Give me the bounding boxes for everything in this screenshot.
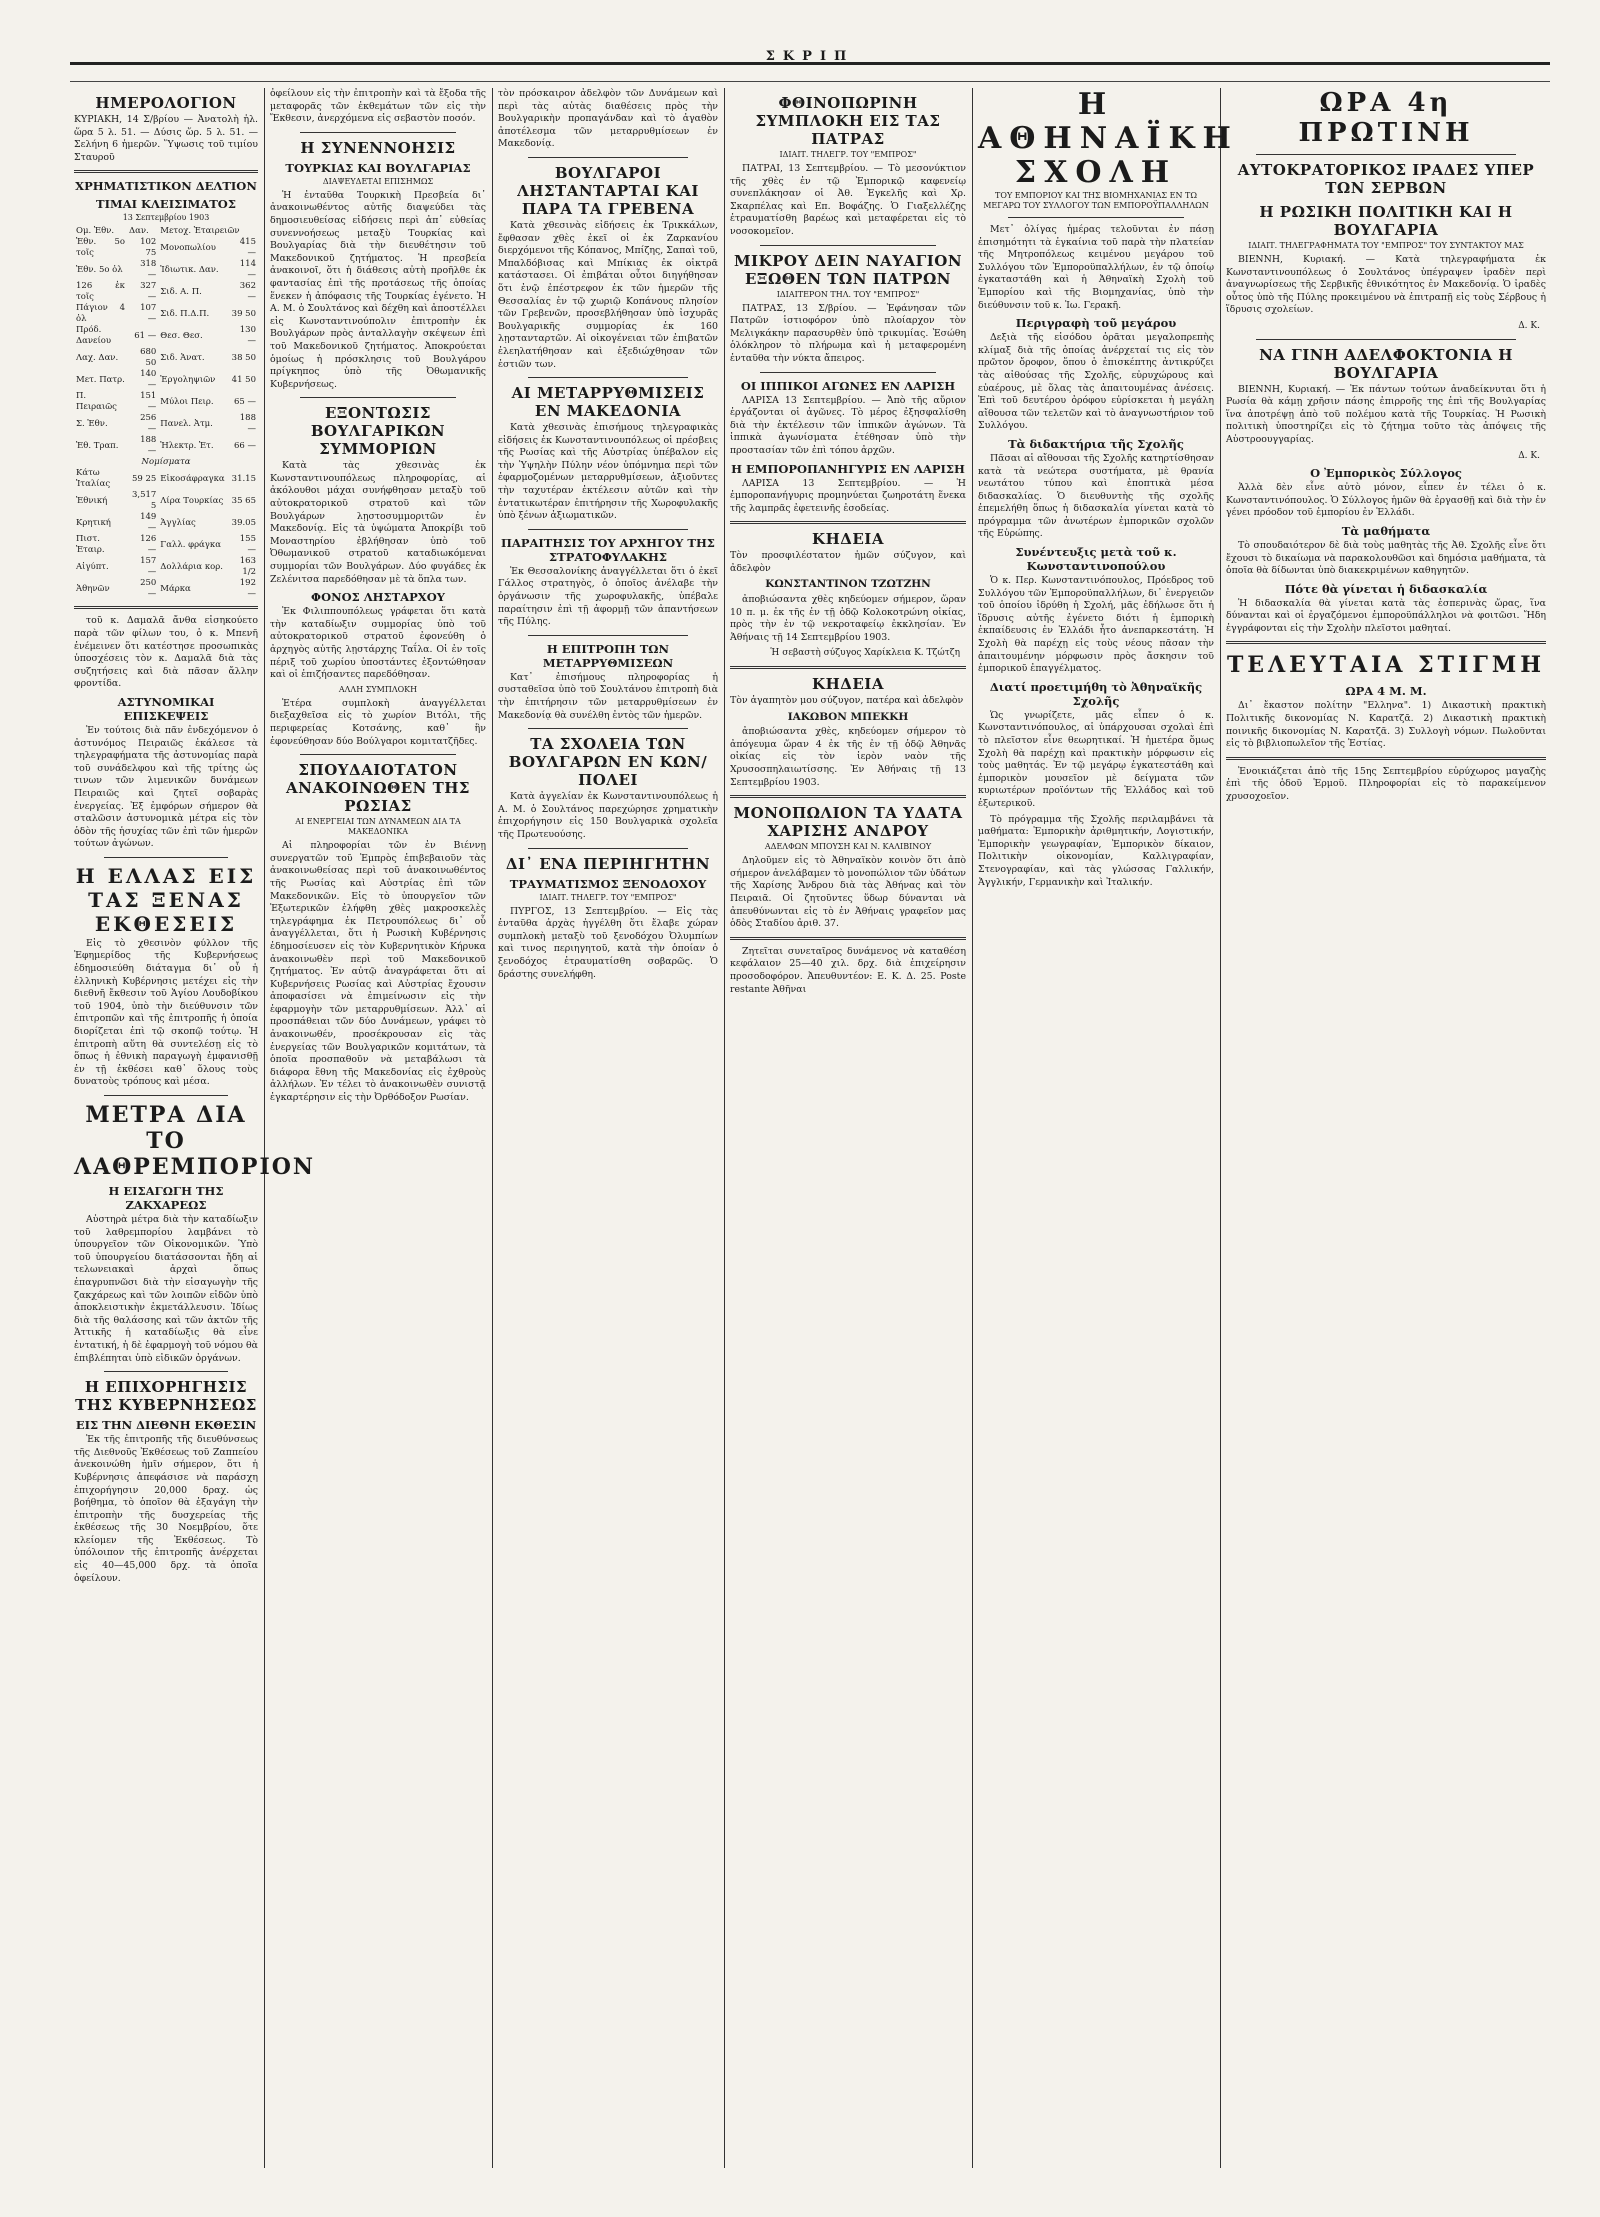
fair-text: ΛΑΡΙΣΑ 13 Σεπτεμβρίου. — Ἡ ἐμποροπανήγυρις προμηνύεται ζωηροτάτη ἕνεκα τῆς λαμπρᾶς ἐφετεινῆς ἐσοδείας. [730,477,966,514]
table-row: Πιστ. Ἑταιρ. 126 — Γαλλ. φράγκα 155 — [76,534,256,556]
greece-text: Εἰς τὸ χθεσινὸν φύλλον τῆς Ἐφημερίδος τῆς Κυβερνήσεως ἐδημοσιεύθη διάταγμα δι᾿ οὗ ἡ ἑλληνικὴ Κυβέρνησις μετέχει εἰς τὴν διεθνῆ ἔκθεσιν τοῦ Ἁγίου Λουδοβίκου τοῦ 1904, ὑπὸ τὴν διεύθυνσιν τῶν ἐπιτροπῶν καὶ τῆς ἐπιτροπῆς ἡ ὁποία διορίζεται ἐπὶ τῷ σκοπῷ τούτῳ. Ἡ ἐπιτροπὴ αὕτη θὰ συντελέσῃ εἰς τὸ ὅπως ἡ ἐθνικὴ παραγωγὴ ἐμφανισθῇ ἐν τῇ ἐκθέσει καθ᾿ ὅλους τοὺς δυνατοὺς τρόπους καὶ μέσα. [74,937,258,1088]
police-text: Ἐν τούτοις διὰ πᾶν ἐνδεχόμενον ὁ ἀστυνόμος Πειραιῶς ἐκάλεσε τὰ τηλεγραφήματα τῆς ἀστυνομίας παρὰ τοῦ συνάδελφου καὶ τῆς τρίτης ὡς τινων τῶν λιμενικῶν δυνάμεων Πειραιῶς καὶ ζητεῖ σοβαρὰς ἐνεργείας. Ἐξ ἐμφόρων σήμερον θὰ σταλῶσιν ἀστυνομικὰ μέτρα εἰς τὸν ὁδὸν τῆς ἡσυχίας τῶν ἐπὶ τῶν ἡμερῶν τούτων ἀγώνων. [74,724,258,850]
interview-text: Ὁ κ. Περ. Κωνσταντινόπουλος, Πρόεδρος τοῦ Συλλόγου τῶν Ἐμποροϋπαλλήλων, δι᾿ ἐνεργειῶν τοῦ ὁποίου ἱδρύθη ἡ Σχολή, μᾶς ἐδήλωσε ὅτι ἡ ἵδρυσις αὐτῆς ἐγένετο διότι ἡ ἐμπορικὴ ἐκπαίδευσις ἐν Ἑλλάδι ἦτο ἀνεπαρκεστάτη. Ἡ Σχολὴ θὰ παρέχῃ εἰς τοὺς νέους πᾶσαν τὴν ἀπαιτουμένην μόρφωσιν πρὸς ἄσκησιν τοῦ ἐμπορικοῦ ἐπαγγέλματος. [978,575,1214,675]
last-minute-subheading: ΩΡΑ 4 Μ. Μ. [1345,684,1427,699]
measures-text: Αὐστηρὰ μέτρα διὰ τὴν καταδίωξιν τοῦ λαθρεμπορίου λαμβάνει τὸ ὑπουργεῖον τῶν Οἰκονομικῶν. Ὑπὸ τοῦ ὑπουργείου διατάσσονται ἤδη αἱ τελωνειακαὶ ἀρχαὶ ὅπως ἐπαγρυπνῶσι διὰ τὴν εἰσαγωγὴν τῆς ζακχάρεως καὶ τῶν λοιπῶν εἰδῶν ὑπὸ ἀποκλειστικὴν ἐκμετάλλευσιν. Ἰδίως διὰ τῆς θαλάσσης καὶ τῶν ἀκτῶν τῆς Ἀττικῆς ἡ καταδίωξις θὰ εἶνε ἐντατική, ἡ δὲ ἐφαρμογὴ τοῦ νόμου θὰ ἐπιβλέπηται ὑπὸ εἰδικῶν ὀργάνων. [74,1214,258,1364]
column-rule [972,88,973,2168]
monopoly-text: Δηλοῦμεν εἰς τὸ Ἀθηναϊκὸν κοινὸν ὅτι ἀπὸ σήμερον ἀνελάβαμεν τὸ μονοπώλιον τῶν ὑδάτων τῆς Χαρίσης Ἄνδρου διὰ τὰς Ἀθήνας καὶ τὸν Πειραιᾶ. Οἱ ζητοῦντες ὕδωρ δύνανται νὰ ἀπευθύνωνται εἰς τὸ ἐν Ἀθήναις γραφεῖον μας ὁδὸς Σταδίου ἀριθ. 37. [730,855,966,930]
commission-text: Κατ᾿ ἐπισήμους πληροφορίας ἡ συσταθεῖσα ὑπὸ τοῦ Σουλτάνου ἐπιτροπὴ διὰ τὴν ἐπιτήρησιν τῶν μεταρρυθμίσεων ἐν Μακεδονίᾳ θὰ συνέλθη ἐντὸς τῶν ἡμερῶν. [498,671,718,721]
article-text: τοῦ κ. Δαμαλᾶ ἄνθα εἰσηκούετο παρὰ τῶν φίλων του, ὁ κ. Μπενῆ ἐνέμεινεν ὅτι κατέστησε προσωπικὰς ὑποσχέσεις τὸν κ. Δαμαλᾶ διὰ τὰς συζητήσεις καὶ διὰ πᾶσαν ἄλλην φροντίδα. [74,615,258,690]
murder-text: Ἐκ Φιλιππουπόλεως γράφεται ὅτι κατὰ τὴν καταδίωξιν συμμορίας ὑπὸ τοῦ αὐτοκρατορικοῦ στρατοῦ ἐφονεύθη ὁ ἀρχηγὸς αὐτῆς λῃστάρχης Ταΐλα. Οἱ ἐν τοῖς πέριξ τοῦ χωρίου ὑποστάντες ἐξοντώθησαν καὶ οἱ ἐπιζήσαντες παρεδόθησαν. [270,606,486,681]
column-2 [270,88,486,2168]
monopoly-subheading: ΑΔΕΛΦΩΝ ΜΠΟΥΣΗ ΚΑΙ Ν. ΚΑΛΙΒΙΝΟΥ [764,842,932,852]
exchange-heading: ΧΡΗΜΑΤΙΣΤΙΚΟΝ ΔΕΛΤΙΟΝ [75,179,257,194]
prices-heading: ΤΙΜΑΙ ΚΛΕΙΣΙΜΑΤΟΣ [96,197,236,212]
russia-heading: Η ΡΩΣΙΚΗ ΠΟΛΙΤΙΚΗ ΚΑΙ Η ΒΟΥΛΓΑΡΙΑ [1259,203,1513,239]
funeral-text-4: ἀποβιώσαντα χθὲς, κηδεύομεν σήμερον τὸ ἀπόγευμα ὥραν 4 ἐκ τῆς ἐν τῇ ὁδῷ Ἀθηνᾶς οἰκίας εἰς τὸν ἱερὸν ναὸν τῆς Χρυσοσπηλαιωτίσσης. Ἐν Ἀθήναις τῇ 13 Σεπτεμβρίου 1903. [730,726,966,788]
funeral-name: ΚΩΝΣΤΑΝΤΙΝΟΝ ΤΖΩΤΖΗΝ [765,578,931,591]
table-row: Πρόδ. Δανείου 61 — Θεσ. Θεσ. 130 — [76,325,256,347]
calendar-heading: ΗΜΕΡΟΛΟΓΙΟΝ [95,94,237,112]
table-row: Αἰγύπτ. 157 — Δολλάρια κορ. 163 1/2 [76,556,256,578]
convention-subheading-2: ΔΙΑΨΕΥΔΕΤΑΙ ΕΠΙΣΗΜΩΣ [322,176,434,186]
column-rule [264,88,265,2168]
other-heading: ΑΛΛΗ ΣΥΜΠΛΟΚΗ [338,684,418,694]
masthead-rule [70,49,1550,82]
table-row: Πάγιον 4 ὀλ 107 — Σιδ. Π.Δ.Π. 39 50 [76,303,256,325]
decrees-heading: ΑΥΤΟΚΡΑΤΟΡΙΚΟΣ ΙΡΑΔΕΣ ΥΠΕΡ ΤΩΝ ΣΕΡΒΩΝ [1237,161,1535,197]
reforms-text: Κατὰ χθεσινὰς ἐπισήμους τηλεγραφικὰς εἰδήσεις ἐκ Κωνσταντινουπόλεως οἱ πρέσβεις τῆς Ρωσίας καὶ τῆς Αὐστρίας ὑπέβαλον εἰς τὴν Ὑψηλὴν Πύλην νέον ὑπόμνημα περὶ τῶν ἐφαρμοζομένων μεταρρυθμίσεων, ἀξιοῦντες τὴν ταχυτέραν ἐκτέλεσιν αὐτῶν καὶ τὴν ἐντατικωτέραν ἐπιτήρησιν τῆς Χωροφυλακῆς ὑπὸ ξένων ἀξιωματικῶν. [498,422,718,522]
interview-heading: Συνέντευξις μετὰ τοῦ κ. Κωνσταντινοπούλου [1015,545,1177,574]
funeral-text: Τὸν προσφιλέστατον ἡμῶν σύζυγον, καὶ ἀδελφὸν [730,550,966,574]
new-heading: ΝΑ ΓΙΝΗ ΑΔΕΛΦΟΚΤΟΝΙΑ Η ΒΟΥΛΓΑΡΙΑ [1259,345,1513,382]
table-row: Σ. Ἐθν. 256 — Πανελ. Ἀτμ. 188 — [76,413,256,435]
ship-subheading: ΙΔΙΑΙΤΕΡΟΝ ΤΗΛ. ΤΟΥ "ΕΜΠΡΟΣ" [776,289,920,299]
tourist-subheading-2: ΙΔΙΑΙΤ. ΤΗΛΕΓΡ. ΤΟΥ "ΕΜΠΡΟΣ" [539,892,677,902]
exchange-date: 13 Σεπτεμβρίου 1903 [122,213,210,223]
table-row: Π. Πειραιῶς 151 — Μύλοι Πειρ. 65 — [76,391,256,413]
table-header: Ομ. Ἐθν. Δαν. Μετοχ. Ἑταιρειῶν [76,226,240,237]
exchange-table [74,226,258,600]
sports-heading: ΦΘΙΝΟΠΩΡΙΝΗ ΣΥΜΠΛΟΚΗ ΕΙΣ ΤΑΣ ΠΑΤΡΑΣ [755,94,941,148]
school-subheading: ΤΟΥ ΕΜΠΟΡΙΟΥ ΚΑΙ ΤΗΣ ΒΙΟΜΗΧΑΝΙΑΣ ΕΝ ΤΩ ΜΕΓΑΡΩ ΤΟΥ ΣΥΛΛΟΓΟΥ ΤΩΝ ΕΜΠΟΡΟΫΠΑΛΛΗΛΩΝ [983,191,1209,210]
new-text: ΒΙΕΝΝΗ, Κυριακή. — Ἐκ πάντων τούτων ἀναδείκνυται ὅτι ἡ Ρωσία θὰ κάμῃ χρῆσιν πάσης ἐπιρροῆς της ἐπὶ τῆς Βουλγαρίας ἵνα ἀποτρέψῃ ἀπὸ τοῦ πολέμου κατὰ τῆς Τουρκίας. Ἡ Ρωσικὴ πολιτικὴ ὑποστηρίζει εἰς τὸ ζήτημα τοῦτο τὰς ἀπόψεις τῆς Αὐστροουγγαρίας. [1226,383,1546,445]
masthead-title: ΣΚΡΙΠ [765,49,855,64]
column-rule [492,88,493,2168]
table-row: Κρητική 149 — Ἀγγλίας 39.05 [76,512,256,534]
funeral-heading: ΚΗΔΕΙΑ [812,530,884,549]
start-text: Ἡ διδασκαλία θὰ γίνεται κατὰ τὰς ἑσπερινὰς ὥρας, ἵνα δύνανται καὶ οἱ ἐργαζόμενοι ἐμποροϋπάλληλοι νὰ φοιτῶσι. Ἤδη ἐγγράφονται εἰς τὴν Σχολὴν πλεῖστοι μαθηταί. [1226,597,1546,634]
table-row: Κάτω Ἰταλίας 59 25 Εἰκοσάφραγκα 31.15 [76,468,256,490]
why-text: Ὡς γνωρίζετε, μᾶς εἶπεν ὁ κ. Κωνσταντινόπουλος, αἱ ὑπάρχουσαι σχολαὶ ἐπὶ τὸ πλεῖστον εἶνε θεωρητικαί. Ἡ ἡμετέρα ὅμως Σχολὴ θὰ παρέχῃ καὶ πρακτικὴν μόρφωσιν εἰς τοὺς μαθητάς. Ἐν τῷ μεγάρῳ ἐγκατεστάθη καὶ ἐμπορικὸν μουσεῖον μὲ δείγματα τῶν κυριωτέρων προϊόντων τῆς Ἑλλάδος καὶ τοῦ ἐξωτερικοῦ. [978,709,1214,809]
dispatch-text: Αἱ πληροφορίαι τῶν ἐν Βιέννῃ συνεργατῶν τοῦ Ἐμπρὸς ἐπιβεβαιοῦν τὰς ἀνακοινωθείσας περὶ τοῦ ἀνακοινωθέντος τῆς Ρωσίας καὶ Αὐστρίας ἐπὶ τῶν Μακεδονικῶν. Εἰς τὸ ὑπουργεῖον τῶν Ἐξωτερικῶν ἐλήφθη χθὲς μακροσκελὲς τηλεγράφημα ἐκ Πετρουπόλεως δι᾿ οὗ ἀναγγέλλεται, ὅτι ἡ Ρωσικὴ Κυβέρνησις ἐδημοσίευσεν εἰς τὸν Κυβερνητικὸν Κήρυκα ἀνακοινωθὲν περὶ τοῦ Μακεδονικοῦ ζητήματος. Ἐν αὐτῷ ἀναγράφεται ὅτι αἱ Κυβερνήσεις Ρωσίας καὶ Αὐστρίας ἔχουσιν ἀποφασίσει νὰ ἐπιμείνωσιν εἰς τὴν ἐφαρμογὴν τῶν μεταρρυθμίσεων. Ἀλλ᾿ αἱ προσπάθειαι τῶν δύο Δυνάμεων, γράφει τὸ ἀνακοινωθέν, προσέκρουσαν εἰς τὰς ἐνεργείας τῶν Βουλγαρικῶν κομιτάτων, τὰ ὁποῖα προσπαθοῦν νὰ μεταβάλωσι τὰ διάφορα ἔθνη τῆς Μακεδονίας εἰς ἐχθροὺς ἀλλήλων. Ἐν τέλει τὸ ἀνακοινωθὲν συνιστᾷ ἐγκαρτέρησιν εἰς τὴν Ὀρθόδοξον Ρωσίαν. [270,840,486,1104]
table-row: 126 ἐκ τοῖς 327 — Σιδ. Α. Π. 362 — [76,281,256,303]
column-3 [498,88,718,2168]
measures-subheading: Η ΕΙΣΑΓΩΓΗ ΤΗΣ ΖΑΚΧΑΡΕΩΣ [108,1184,224,1212]
murder-heading: ΦΟΝΟΣ ΛΗΣΤΑΡΧΟΥ [311,590,445,605]
school-text: Μετ᾿ ὀλίγας ἡμέρας τελοῦνται ἐν πάσῃ ἐπισημότητι τὰ ἐγκαίνια τοῦ παρὰ τὴν πλατείαν τῆς Μητροπόλεως κειμένου μεγάρου τοῦ Συλλόγου τῶν Ἐμποροϋπαλλήλων, ἐν τῷ ὁποίῳ ἐγκαταστάθη καὶ ἡ Ἀθηναϊκὴ Σχολὴ τοῦ Ἐμπορίου καὶ τῆς Βιομηχανίας, ὑπὸ τὴν διεύθυνσιν τοῦ κ. Ἰω. Γερακῆ. [978,224,1214,311]
tourist-heading: ΔΙ᾿ ΕΝΑ ΠΕΡΙΗΓΗΤΗΝ [505,854,711,873]
table-row: Ἐθ. Τραπ. 188 — Ἠλεκτρ. Ἑτ. 66 — [76,435,256,457]
monopoly-heading: ΜΟΝΟΠΩΛΙΟΝ ΤΑ ΥΔΑΤΑ ΧΑΡΙΣΗΣ ΑΝΔΡΟΥ [733,804,963,841]
enterprise-subheading: ΕΙΣ ΤΗΝ ΔΙΕΘΝΗ ΕΚΘΕΣΙΝ [75,1418,257,1433]
table-row: Ἀθηνῶν 250 — Μάρκα 192 — [76,578,256,600]
last-minute-text: Δι᾿ ἔκαστον πολίτην "Ελληνα". 1) Δικαστικὴ πρακτικὴ Πολιτικῆς δικονομίας Ν. Καρατζᾶ. 2) Δικαστικὴ πρακτικὴ ποινικῆς δικονομίας Ν. Καρατζᾶ. 3) Συλλογὴ νόμων. Πωλοῦνται εἰς τὸ βιβλιοπωλεῖον τῆς Ἑστίας. [1226,700,1546,750]
table-row: Λαχ. Δαν. 680 50 Σιδ. Ἀνατ. 38 50 [76,347,256,369]
lessons-heading: Τὰ μαθήματα [1341,523,1431,538]
convention-subheading: ΤΟΥΡΚΙΑΣ ΚΑΙ ΒΟΥΛΓΑΡΙΑΣ [285,160,471,175]
article-text: τὸν πρόσκαιρον ἀδελφὸν τῶν Δυνάμεων καὶ περὶ τὰς αὐτὰς διαθέσεις πρὸς τὴν Βουλγαρικὴν προπαγάνδαν καὶ τὸ ἀγαθὸν ἀποτέλεσμα τῶν μεταρρυθμίσεων ἐν Μακεδονίᾳ. [498,88,718,150]
hour-heading: ΩΡΑ 4η ΠΡΩΤΙΝΗ [1298,88,1474,148]
column-4 [730,88,966,2168]
bulgars-heading: ΒΟΥΛΓΑΡΟΙ ΛΗΣΤΑΝΤΑΡΤΑΙ ΚΑΙ ΠΑΡΑ ΤΑ ΓΡΕΒΕΝΑ [517,163,699,218]
dispatch-subheading: ΑΙ ΕΝΕΡΓΕΙΑΙ ΤΩΝ ΔΥΝΑΜΕΩΝ ΔΙΑ ΤΑ ΜΑΚΕΔΟΝΙΚΑ [295,817,461,837]
russia-text: ΒΙΕΝΝΗ, Κυριακή. — Κατὰ τηλεγραφήματα ἐκ Κωνσταντινουπόλεως ὁ Σουλτάνος ὑπέγραψεν ἰραδὲν περὶ ἀναγνωρίσεως τῆς Σερβικῆς ἐθνικότητος ἐν Μακεδονίᾳ. Ὁ ἰραδὲς οὗτος ὑπὸ τῆς Πύλης προκειμένου νὰ ἐπιτραπῇ εἰς τοὺς Σέρβους ἡ ἵδρυσις σχολείων. [1226,254,1546,316]
tourist-text: ΠΥΡΓΟΣ, 13 Σεπτεμβρίου. — Εἰς τὰς ἐνταῦθα ἀρχὰς ἠγγέλθη ὅτι ἔλαβε χώραν συμπλοκὴ μεταξὺ τοῦ ξενοδόχου Ὀλυμπίων καὶ τινος περιηγητοῦ, κατὰ τὴν ὁποίαν ὁ ξενοδόχος ἐτραυματίσθη σοβαρῶς. Ὁ δράστης συνελήφθη. [498,905,718,980]
association-heading: Ο Ἐμπορικὸς Σύλλογος [1310,466,1462,481]
lessons-text: Τὸ σπουδαιότερον δὲ διὰ τοὺς μαθητὰς τῆς Ἀθ. Σχολῆς εἶνε ὅτι ἔχουσι τὸ δικαίωμα νὰ παρακολουθῶσι καὶ δημόσια μαθήματα, τὰ ὁποῖα θὰ δίδωνται ὑπὸ διακεκριμένων καθηγητῶν. [1226,539,1546,577]
convention-text: Ἡ ἐνταῦθα Τουρκικὴ Πρεσβεία δι᾿ ἀνακοινωθέντος αὐτῆς διαψεύδει τὰς δημοσιευθείσας εἰδήσεις περὶ ἀπ᾿ εὐθείας συνεννοήσεως μεταξὺ Τουρκίας καὶ Βουλγαρίας διὰ τὴν διευθέτησιν τοῦ Μακεδονικοῦ ζητήματος. Ἡ πρεσβεία ἀνακοινοῖ, ὅτι ἡ διάθεσις αὐτὴ προῆλθε ἐκ φαντασίας ἐπὶ τῆς προτάσεως τῆς ὁποίας ἕνεκεν ἡ ἀπόφασις τῆς Τουρκίας ἐγένετο. Ἡ Α. Μ. ὁ Σουλτάνος καὶ δέχθη καὶ ἀποστέλλει εἰς Κωνσταντινούπολιν ἐπιτροπὴν ἐκ Βουλγάρων πρὸς ἀνταλλαγὴν σκέψεων ἐπὶ τοῦ Μακεδονικοῦ ζητήματος. Ἀποκρούεται ὁμοίως ἡ πρόσκλησις τοῦ Βουλγάρου πρίγκηπος ὑπὸ τῆς Ὀθωμανικῆς Κυβερνήσεως. [270,189,486,390]
funeral-name-2: ΙΑΚΩΒΟΝ ΜΠΕΚΚΗ [787,710,909,723]
column-6 [1226,88,1546,2168]
building-text: Δεξιὰ τῆς εἰσόδου ὁρᾶται μεγαλοπρεπὴς κλίμαξ διὰ τῆς ὁποίας ἀνέρχεταί τις εἰς τὸν πρῶτον ὄροφον, ὅπου ὁ ἐπισκέπτης ἀντικρύζει τὰς αἰθούσας τῆς Σχολῆς, εὐρυχώρους καὶ εὐαέρους, μὲ ὅλας τὰς ἀπαιτουμένας ἀνέσεις. Ἐπὶ τοῦ δευτέρου ὀρόφου εὑρίσκεται ἡ μεγάλη αἴθουσα τῶν τελετῶν καὶ τὸ ἀναγνωστήριον τοῦ Συλλόγου. [978,332,1214,432]
bulgars-text: Κατὰ χθεσινὰς εἰδήσεις ἐκ Τρικκάλων, ἔφθασαν χθὲς ἐκεῖ οἱ ἐκ Ζαρκανίου διερχόμενοι τῆς Κόπανος, Μπίζης, Σαπαὶ τοῦ, Μπαλδόβισας καὶ Μπίκιας ἐκ οἰκτρᾶ κατάστασει. Οἱ ἐπιβάται οὗτοι διηγήθησαν ὅτι ἐνῷ ἐπέστρεφον ἐκ τῶν ἡμερῶν τῆς Θεσσαλίας ἐν τῷ χωριῷ Κοπάνους πλησίον τῶν Γρεβενῶν, προσεβλήθησαν ὑπὸ ἰσχυρᾶς Βουλγαρικῆς συμμορίας ἐκ 160 λῃστανταρτῶν. Αἱ οἰκογένειαι τῶν ἐπιβατῶν ἐλεηλατήθησαν καὶ ἐξεδιώχθησαν τῶν ἑστιῶν των. [498,219,718,370]
funeral-text-2: ἀποβιώσαντα χθὲς κηδεύομεν σήμερον, ὥραν 10 π. μ. ἐκ τῆς ἐν τῇ ὁδῷ Κολοκοτρώνη οἰκίας, πρὸς τὴν ἐν τῷ νεκροταφείῳ ἐκκλησίαν. Ἐν Ἀθήναις τῇ 14 Σεπτεμβρίου 1903. [730,594,966,643]
building-heading: Περιγραφὴ τοῦ μεγάρου [1015,316,1177,331]
teaching-heading: Τὰ διδακτήρια τῆς Σχολῆς [1008,436,1184,451]
school-heading: Η ΑΘΗΝΑΪΚΗ ΣΧΟΛΗ [978,87,1239,190]
france-text: Ἐκ Θεσσαλονίκης ἀναγγέλλεται ὅτι ὁ ἐκεῖ Γάλλος στρατηγὸς, ὁ ὁποῖος ἀνέλαβε τὴν ὀργάνωσιν τῆς χωροφυλακῆς, ὑπέβαλε παραίτησιν ἐπὶ τῇ ἀφορμῇ τῶν ἀπαντήσεων τῆς Πύλης. [498,565,718,628]
other-text: Ἑτέρα συμπλοκὴ ἀναγγέλλεται διεξαχθεῖσα εἰς τὸ χωρίον Βιτόλι, τῆς περιφερείας Κοτσάνης, καθ᾿ ἣν ἐφονεύθησαν δύο Βούλγαροι κομιτατζῆδες. [270,697,486,747]
ship-heading: ΜΙΚΡΟΥ ΔΕΙΝ ΝΑΥΑΓΙΟΝ ΕΞΩΘΕΝ ΤΩΝ ΠΑΤΡΩΝ [733,251,963,288]
schools-heading: ΤΑ ΣΧΟΛΕΙΑ ΤΩΝ ΒΟΥΛΓΑΡΩΝ ΕΝ ΚΩΝ/ΠΟΛΕΙ [508,735,708,790]
table-row: Μετ. Πατρ. 140 — Ἐργοληψιῶν 41 50 [76,369,256,391]
calendar-text: ΚΥΡΙΑΚΗ, 14 Σ/βρίου — Ἀνατολὴ ἡλ. ὥρα 5 λ. 51. — Δύσις ὥρ. 5 λ. 51. — Σελήνη 6 ἡμερῶν. Ὕψωσις τοῦ τιμίου Σταυροῦ [74,114,258,163]
new-signature: Δ. Κ. [1518,450,1540,461]
funeral-heading-2: ΚΗΔΕΙΑ [812,675,884,694]
tourist-subheading: ΤΡΑΥΜΑΤΙΣΜΟΣ ΞΕΝΟΔΟΧΟΥ [509,876,707,891]
teaching-text: Πᾶσαι αἱ αἴθουσαι τῆς Σχολῆς κατηρτίσθησαν κατὰ τὰ νεώτερα συστήματα, μὲ θρανία νεωτάτου τύπου καὶ ἐποπτικὰ μέσα διδασκαλίας. Ὁ διευθυντὴς τῆς σχολῆς ἐπεμελήθη ὅπως ἡ διδασκαλία γίνεται κατὰ τὸ πρόγραμμα τῶν ἀνωτέρων ἐμπορικῶν σχολῶν τῆς Εὐρώπης. [978,452,1214,540]
column-rule [724,88,725,2168]
expulsion-heading: ΕΞΟΝΤΩΣΙΣ ΒΟΥΛΓΑΡΙΚΩΝ ΣΥΜΜΟΡΙΩΝ [310,404,446,459]
table-row: Ἐθν. 5ο ὀλ 318 — Ἰδιωτικ. Δαν. 114 — [76,259,256,281]
enterprise-heading: Η ΕΠΙΧΟΡΗΓΗΣΙΣ ΤΗΣ ΚΥΒΕΡΝΗΣΕΩΣ [75,1378,257,1415]
measures-heading: ΜΕΤΡΑ ΔΙΑ ΤΟ ΛΑΘΡΕΜΠΟΡΙΟΝ [74,1102,316,1180]
column-1 [74,88,316,2168]
police-heading: ΑΣΤΥΝΟΜΙΚΑΙ ΕΠΙΣΚΕΨΕΙΣ [117,694,215,723]
france-heading: ΠΑΡΑΙΤΗΣΙΣ ΤΟΥ ΑΡΧΗΓΟΥ ΤΗΣ ΣΤΡΑΤΟΦΥΛΑΚΗΣ [501,535,715,564]
table-row: Ἐθνική 3,517 5 Λίρα Τουρκίας 35 65 [76,490,256,512]
rental-advertisement: Ἐνοικιάζεται ἀπὸ τῆς 15ης Σεπτεμβρίου εὐρύχωρος μαγαζὴς ἐπὶ τῆς ὁδοῦ Ἑρμοῦ. Πληροφορίαι εἰς τὸ παρακείμενον χρυσοχοεῖον. [1226,765,1546,803]
fair-heading: Η ΕΜΠΟΡΟΠΑΝΗΓΥΡΙΣ ΕΝ ΛΑΡΙΣΗ [731,461,965,476]
sports-text: ΠΑΤΡΑΙ, 13 Σεπτεμβρίου. — Τὸ μεσονύκτιον τῆς χθὲς ἐν τῷ Ἐμπορικῷ καφενείῳ συνεπλάκησαν οἱ Ἀθ. Ἐγκελῆς καὶ Χρ. Σκαρπέλας καὶ Επ. Βοφάζης. Ὁ Γιαξελλέζης ἐτραυματίσθη βαρέως καὶ μεταφέρεται εἰς τὸ νοσοκομεῖον. [730,163,966,237]
enterprise-text: Ἐκ τῆς ἐπιτροπῆς τῆς διευθύνσεως τῆς Διεθνοῦς Ἐκθέσεως τοῦ Ζαππείου ἀνεκοινώθη ἡμῖν σήμερον, ὅτι ἡ Κυβέρνησις ἀπεφάσισε νὰ παράσχη ἐπιχορήγησιν 20,000 δραχ. ὡς βοήθημα, τὸ ὁποῖον θὰ ἐξαγάγη τὴν ἐπιτροπὴν τῆς δυσχερείας τῆς ἐκθέσεως τῆς 30 Νοεμβρίου, ὅτε κλείομεν τῆς Ἐκθέσεως. Τὸ ὑπόλοιπον τῆς ἐπιτροπῆς ἀνέρχεται εἰς 40—45,000 δρχ. τὰ ὁποῖα ὀφείλουν. [74,1434,258,1584]
column-5 [978,87,1239,2168]
sports-subheading: ΙΔΙΑΙΤ. ΤΗΛΕΓΡ. ΤΟΥ "ΕΜΠΡΟΣ" [779,150,917,159]
association-text: Ἀλλὰ δὲν εἶνε αὐτὸ μόνον, εἶπεν ἐν τέλει ὁ κ. Κωνσταντινόπουλος. Ὁ Σύλλογος ἡμῶν θὰ ἐργασθῇ καὶ διὰ τὴν ἐν γένει πρόοδον τοῦ ἐμπορίου ἐν Ἑλλάδι. [1226,482,1546,519]
russia-signature: Δ. Κ. [1518,320,1540,331]
commission-heading: Η ΕΠΙΤΡΟΠΗ ΤΩΝ ΜΕΤΑΡΡΥΘΜΙΣΕΩΝ [542,641,674,670]
funeral-signature: Ἡ σεβαστὴ σύζυγος Χαρίκλεια Κ. Τζώτζη [770,648,960,659]
reforms-heading: ΑΙ ΜΕΤΑΡΡΥΘΜΙΣΕΙΣ ΕΝ ΜΑΚΕΔΟΝΙΑ [511,384,705,421]
last-minute-heading: ΤΕΛΕΥΤΑΙΑ ΣΤΙΓΜΗ [1226,652,1546,679]
table-row: Ἐθν. 5ο τοῖς 102 75 Μονοπωλίου 415 — [76,237,256,259]
column-rule [1220,88,1221,2168]
schools-text: Κατὰ ἀγγελίαν ἐκ Κωνσταντινουπόλεως ἡ Α. Μ. ὁ Σουλτάνος παρεχώρησε χρηματικὴν ἐπιχορήγησιν εἰς 150 Βουλγαρικὰ σχολεῖα τῆς Πρωτευούσης. [498,791,718,840]
start-heading: Πότε θὰ γίνεται ἡ διδασκαλία [1284,581,1488,596]
ship-text: ΠΑΤΡΑΣ, 13 Σ/βρίου. — Ἐφάνησαν τῶν Πατρῶν ἱστιοφόρον ὑπὸ πλοίαρχον τὸν Μελιγκάκην παρασυρθὲν ὑπὸ τρικυμίας. Ἐσώθη ὁλόκληρον τὸ πλήρωμα καὶ ἡ μεταφερομένη ἐνταῦθα τὴν νύκτα ἄπειρος. [730,302,966,364]
races-text: ΛΑΡΙΣΑ 13 Σεπτεμβρίου. — Ἀπὸ τῆς αὔριον ἐργάζονται οἱ ἀγῶνες. Τὸ μέρος ἐξησφαλίσθη διὰ τὴν ἐκτέλεσιν τῶν ἱππικῶν ἀγώνων. Τὰ ἱππικὰ ἀγωνίσματα ἐτέθησαν ὑπὸ τὴν προστασίαν τῶν ἐπὶ τόπου ἀρχῶν. [730,394,966,456]
table-header: Νομίσματα [141,457,191,468]
races-heading: ΟΙ ΙΠΠΙΚΟΙ ΑΓΩΝΕΣ ΕΝ ΛΑΡΙΣΗ [740,378,956,393]
dispatch-heading: ΣΠΟΥΔΑΙΟΤΑΤΟΝ ΑΝΑΚΟΙΝΩΘΕΝ ΤΗΣ ΡΩΣΙΑΣ [285,761,471,816]
expulsion-text: Κατὰ τὰς χθεσινὰς ἐκ Κωνσταντινουπόλεως πληροφορίας, αἱ ἀκόλουθοι μάχαι συνήφθησαν μεταξὺ τοῦ αὐτοκρατορικοῦ στρατοῦ καὶ τῶν Βουλγάρων λῃστοσυμμοριτῶν ἐν Μακεδονίᾳ. Εἰς τὰ ὑψώματα Ἀποκρίβι τοῦ Μοναστηρίου ἐβλήθησαν ὑπὸ τοῦ Ὀθωμανικοῦ στρατοῦ καταδιωκόμεναι συμμορίαι τῶν Βουλγάρων. Δύο φυγάδες ἐκ Ζελένιτσα παρεδόθησαν μὲ τὰ ὅπλα των. [270,460,486,585]
newspaper-page [70,0,1550,2217]
advertisement-text: Ζητεῖται συνεταῖρος δυνάμενος νὰ καταθέση κεφάλαιον 25—40 χιλ. δρχ. διὰ ἐπιχείρησιν προσοδοφόρον. Ἀπευθυντέον: Ε. Κ. Δ. 25. Poste restante Ἀθῆναι [730,945,966,995]
why-heading: Διατί προετιμήθη τὸ Ἀθηναϊκῆς Σχολῆς [989,679,1203,708]
greece-heading: Η ΕΛΛΑΣ ΕΙΣ ΤΑΣ ΞΕΝΑΣ ΕΚΘΕΣΕΙΣ [75,863,257,936]
convention-heading: Η ΣΥΝΕΝΝΟΗΣΙΣ [300,138,456,157]
funeral-text-3: Τὸν ἀγαπητὸν μου σύζυγον, πατέρα καὶ ἀδελφὸν [730,695,964,707]
russia-subheading: ΙΔΙΑΙΤ. ΤΗΛΕΓΡΑΦΗΜΑΤΑ ΤΟΥ "ΕΜΠΡΟΣ" ΤΟΥ ΣΥΝΤΑΚΤΟΥ ΜΑΣ [1248,241,1524,250]
article-text: ὀφείλουν εἰς τὴν ἐπιτροπὴν καὶ τὰ ἔξοδα τῆς μεταφορᾶς τῶν ἐκθεμάτων τῶν εἰς τὴν Ἔκθεσιν, ἀνερχόμενα εἰς σεβαστὸν ποσόν. [270,88,486,125]
program-text: Τὸ πρόγραμμα τῆς Σχολῆς περιλαμβάνει τὰ μαθήματα: Ἐμπορικὴν ἀριθμητικήν, Λογιστικήν, Ἐμπορικὴν γεωγραφίαν, Ἐμπορικὸν δίκαιον, Πολιτικὴν οἰκονομίαν, Καλλιγραφίαν, Στενογραφίαν, καὶ τὰς γλώσσας Γαλλικήν, Ἀγγλικήν, Γερμανικὴν καὶ Ἰταλικήν. [978,813,1214,888]
